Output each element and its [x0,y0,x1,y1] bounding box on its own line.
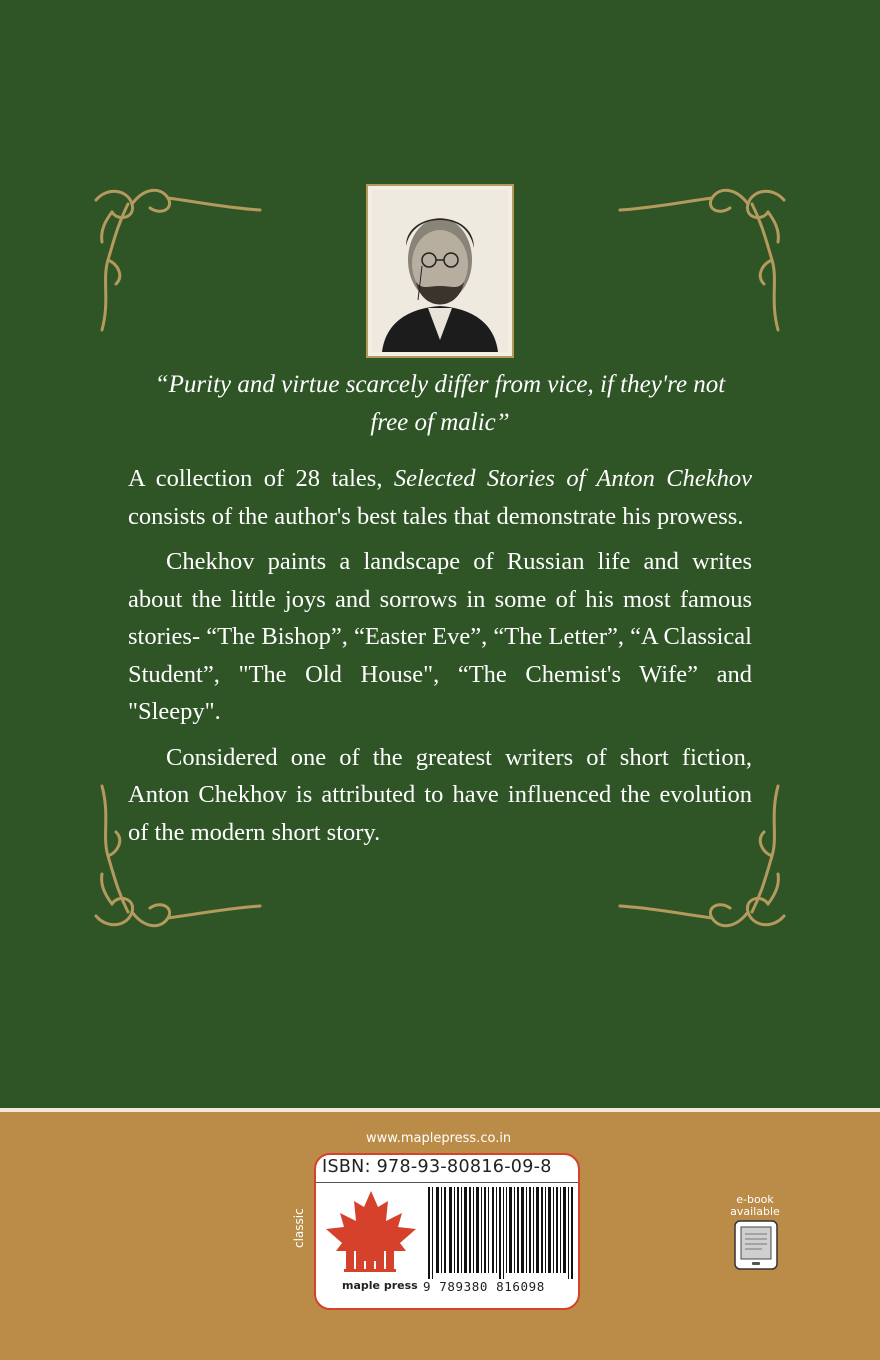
publisher-logo-text: maple press [342,1279,418,1292]
description-p1-end: consists of the author's best tales that demonstrate his prowess. [128,502,744,530]
quote-line-2: free of malic” [370,409,510,436]
isbn-rule [316,1182,578,1183]
description-paragraph-3: Considered one of the greatest writers of short fiction, Anton Chekhov is attributed to have influenced the evolution of the modern short story. [128,743,752,846]
description-p1-start: A collection of 28 tales, [128,465,394,492]
portrait-photo [372,190,508,352]
isbn-text: ISBN: 978-93-80816-09-8 [322,1157,552,1177]
ebook-label-line-1: e-book [736,1193,774,1206]
description-paragraph-1 [128,460,752,535]
barcode-digits: 9 789380 816098 [423,1279,545,1294]
book-description [128,460,752,859]
ornament-top-left [88,180,268,340]
ornament-top-right [612,180,792,340]
ebook-reader-icon [734,1220,778,1270]
author-quote [120,366,760,442]
category-label: classic [292,1208,306,1248]
isbn-barcode-block [314,1153,580,1310]
book-title-italic: Selected Stories of Anton Chekhov [393,465,752,492]
description-paragraph-2: Chekhov paints a landscape of Russian life and writes about the little joys and sorrows in some of his most famous stories- “The Bishop”, “Easter Eve”, “The Letter”, “A Classical Student”, "The Old House", “The Chemist's Wife” and "Sleepy". [128,548,752,725]
publisher-website: www.maplepress.co.in [366,1131,512,1146]
author-portrait [366,184,514,358]
maple-leaf-logo [322,1189,420,1277]
barcode [428,1187,576,1279]
ebook-available-label [722,1194,788,1218]
quote-line-1: “Purity and virtue scarcely differ from vice, if they're not [154,371,726,398]
ebook-label-line-2: available [730,1205,780,1218]
